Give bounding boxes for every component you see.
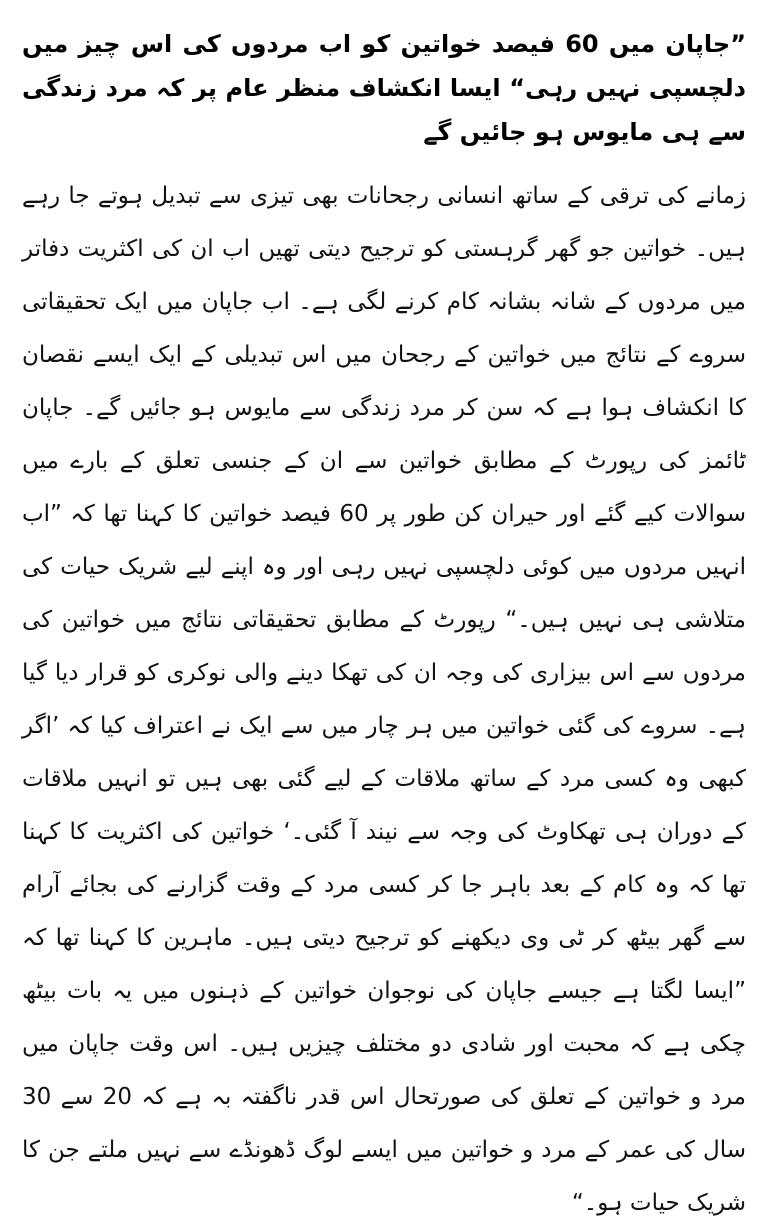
article-headline: ”جاپان میں 60 فیصد خواتین کو اب مردوں کی اس چیز میں دلچسپی نہیں رہی“ ایسا انکشاف منظر عام پر کہ مرد زندگی سے ہی مایوس ہو جائیں گے — [22, 30, 746, 146]
article-page — [22, 22, 746, 1216]
article-body: زمانے کی ترقی کے ساتھ انسانی رجحانات بھی تیزی سے تبدیل ہوتے جا رہے ہیں۔ خواتین جو گھر گرہستی کو ترجیح دیتی تھیں اب ان کی اکثریت دفاتر میں مردوں کے شانہ بشانہ کام کرنے لگی ہے۔ اب جاپان میں ایک تحقیقاتی سروے کے نتائج میں خواتین کے رجحان میں اس تبدیلی کے ایک ایسے نقصان کا انکشاف ہوا ہے کہ سن کر مرد زندگی سے مایوس ہو جائیں گے۔ جاپان ٹائمز کی رپورٹ کے مطابق خواتین سے ان کے جنسی تعلق کے بارے میں سوالات کیے گئے اور حیران کن طور پر 60 فیصد خواتین کا کہنا تھا کہ ”اب انہیں مردوں میں کوئی دلچسپی نہیں رہی اور وہ اپنے لیے شریک حیات کی متلاشی ہی نہیں ہیں۔“ رپورٹ کے مطابق تحقیقاتی نتائج میں خواتین کی مردوں سے اس بیزاری کی وجہ ان کی تھکا دینے والی نوکری کو قرار دیا گیا ہے۔ سروے کی گئی خواتین میں ہر چار میں سے ایک نے اعتراف کیا کہ ’اگر کبھی وہ کسی مرد کے ساتھ ملاقات کے لیے گئی بھی ہیں تو انہیں ملاقات کے دوران ہی تھکاوٹ کی وجہ سے نیند آ گئی۔‘ خواتین کی اکثریت کا کہنا تھا کہ وہ کام کے بعد باہر جا کر کسی مرد کے وقت گزارنے کی بجائے آرام سے گھر بیٹھ کر ٹی وی دیکھنے کو ترجیح دیتی ہیں۔ ماہرین کا کہنا تھا کہ ”ایسا لگتا ہے جیسے جاپان کی نوجوان خواتین کے ذہنوں میں یہ بات بیٹھ چکی ہے کہ محبت اور شادی دو مختلف چیزیں ہیں۔ اس وقت جاپان میں مرد و خواتین کے تعلق کی صورتحال اس قدر ناگفتہ بہ ہے کہ 20 سے 30 سال کی عمر کے مرد و خواتین میں ایسے لوگ ڈھونڈے سے نہیں ملتے جن کا شریک حیات ہو۔“ — [22, 183, 746, 1216]
